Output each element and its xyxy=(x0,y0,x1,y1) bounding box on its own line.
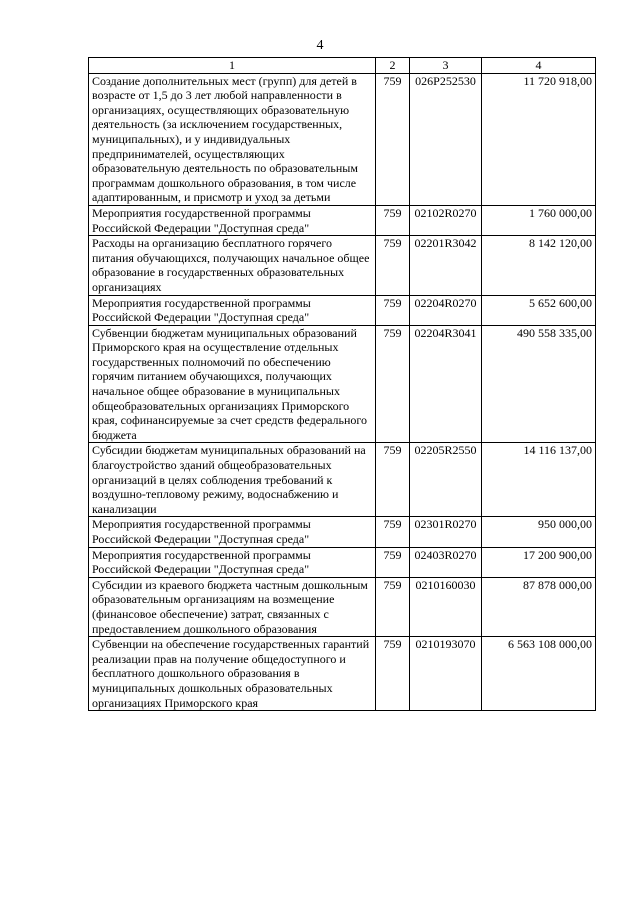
table-row xyxy=(89,547,596,577)
table-row xyxy=(89,73,596,205)
row-col2: 759 xyxy=(376,577,410,636)
row-name: Мероприятия государственной программы Российской Федерации "Доступная среда" xyxy=(89,547,376,577)
row-name: Субсидии бюджетам муниципальных образований на благоустройство зданий общеобразовательных организаций в целях соблюдения требований к воздушно-тепловому режиму, водоснабжению и канализации xyxy=(89,443,376,517)
row-col2: 759 xyxy=(376,547,410,577)
row-col3: 026Р252530 xyxy=(410,73,482,205)
header-col-1: 1 xyxy=(89,58,376,74)
row-col3: 02205R2550 xyxy=(410,443,482,517)
row-amount: 490 558 335,00 xyxy=(482,325,596,443)
table-header-row xyxy=(89,58,596,74)
row-col2: 759 xyxy=(376,205,410,235)
row-name: Расходы на организацию бесплатного горячего питания обучающихся, получающих начальное общее образование в государственных образовательных организациях xyxy=(89,236,376,295)
row-col3: 02102R0270 xyxy=(410,205,482,235)
row-col2: 759 xyxy=(376,325,410,443)
row-amount: 14 116 137,00 xyxy=(482,443,596,517)
table-row xyxy=(89,236,596,295)
row-name: Создание дополнительных мест (групп) для детей в возрасте от 1,5 до 3 лет любой направленности в организациях, осуществляющих образовательную деятельность (за исключением государственных, муниципальных), и у индивидуальных предпринимателей, осуществляющих образовательную деятельность по образовательным программам дошкольного образования, в том числе адаптированным, и присмотр и уход за детьми xyxy=(89,73,376,205)
row-col2: 759 xyxy=(376,637,410,711)
row-col3: 02403R0270 xyxy=(410,547,482,577)
row-amount: 87 878 000,00 xyxy=(482,577,596,636)
row-amount: 8 142 120,00 xyxy=(482,236,596,295)
row-col2: 759 xyxy=(376,517,410,547)
page-number: 4 xyxy=(316,38,324,53)
row-col3: 02204R0270 xyxy=(410,295,482,325)
row-name: Субвенции бюджетам муниципальных образований Приморского края на осуществление отдельных государственных полномочий по обеспечению горячим питанием обучающихся, получающих начальное общее образование в муниципальных общеобразовательных организациях Приморского края, софинансируемые за счет средств федерального бюджета xyxy=(89,325,376,443)
row-name: Мероприятия государственной программы Российской Федерации "Доступная среда" xyxy=(89,295,376,325)
row-amount: 1 760 000,00 xyxy=(482,205,596,235)
row-name: Субвенции на обеспечение государственных гарантий реализации прав на получение общедоступного и бесплатного дошкольного образования в муниципальных дошкольных образовательных организациях Приморского края xyxy=(89,637,376,711)
header-col-2: 2 xyxy=(376,58,410,74)
row-col3: 0210193070 xyxy=(410,637,482,711)
table-row xyxy=(89,205,596,235)
table-row xyxy=(89,637,596,711)
row-col2: 759 xyxy=(376,73,410,205)
row-amount: 6 563 108 000,00 xyxy=(482,637,596,711)
row-col3: 02301R0270 xyxy=(410,517,482,547)
row-col3: 0210160030 xyxy=(410,577,482,636)
table-row xyxy=(89,577,596,636)
table-row xyxy=(89,443,596,517)
row-name: Мероприятия государственной программы Российской Федерации "Доступная среда" xyxy=(89,205,376,235)
table-row xyxy=(89,325,596,443)
row-col2: 759 xyxy=(376,443,410,517)
row-name: Мероприятия государственной программы Российской Федерации "Доступная среда" xyxy=(89,517,376,547)
row-col3: 02201R3042 xyxy=(410,236,482,295)
header-col-3: 3 xyxy=(410,58,482,74)
row-name: Субсидии из краевого бюджета частным дошкольным образовательным организациям на возмещение (финансовое обеспечение) затрат, связанных с предоставлением дошкольного образования xyxy=(89,577,376,636)
row-col2: 759 xyxy=(376,236,410,295)
header-col-4: 4 xyxy=(482,58,596,74)
row-amount: 950 000,00 xyxy=(482,517,596,547)
row-col3: 02204R3041 xyxy=(410,325,482,443)
table-row xyxy=(89,517,596,547)
table-row xyxy=(89,295,596,325)
row-amount: 5 652 600,00 xyxy=(482,295,596,325)
row-col2: 759 xyxy=(376,295,410,325)
row-amount: 11 720 918,00 xyxy=(482,73,596,205)
row-amount: 17 200 900,00 xyxy=(482,547,596,577)
budget-table xyxy=(88,57,596,711)
